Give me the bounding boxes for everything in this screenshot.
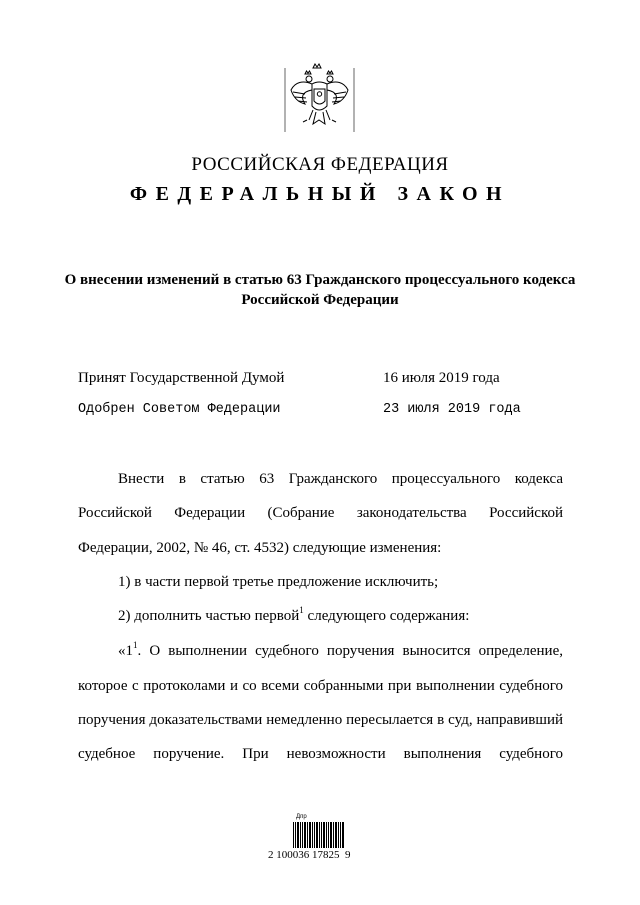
intro-line-1: Внести в статью 63 Гражданского процессуального кодекса bbox=[118, 471, 563, 487]
country-heading: РОССИЙСКАЯ ФЕДЕРАЦИЯ bbox=[191, 154, 449, 175]
law-subject-title: О внесении изменений в статью 63 Гражданского процессуального кодекса Российской Федерации bbox=[64, 272, 576, 308]
item-2-text-end: следующего содержания: bbox=[303, 608, 470, 624]
intro-line-3: Федерации, 2002, № 46, ст. 4532) следующие изменения: bbox=[78, 540, 442, 556]
law-type-heading: ФЕДЕРАЛЬНЫЙ ЗАКОН bbox=[129, 183, 511, 205]
quote-superscript: 1 bbox=[133, 640, 138, 650]
item-2-text: 2) дополнить частью первой bbox=[118, 608, 300, 624]
amendment-item-1: 1) в части первой третье предложение исключить; bbox=[118, 574, 439, 590]
adopted-by-duma-label: Принят Государственной Думой bbox=[78, 370, 285, 386]
amendment-item-2 bbox=[118, 605, 603, 625]
adopted-by-duma-date: 16 июля 2019 года bbox=[383, 370, 500, 386]
barcode-caption: Дпр bbox=[296, 814, 307, 820]
quote-line-2: которое с протоколами и со всеми собранными при выполнении судебного bbox=[78, 678, 563, 694]
approved-by-council-label: Одобрен Советом Федерации bbox=[78, 402, 281, 417]
barcode-image bbox=[293, 822, 345, 848]
quote-line-3: поручения доказательствами немедленно пересылается в суд, направивший bbox=[78, 712, 563, 728]
coat-of-arms-emblem bbox=[283, 62, 356, 134]
intro-line-2: Российской Федерации (Собрание законодательства Российской bbox=[78, 505, 563, 521]
quote-open: «1 bbox=[118, 643, 133, 659]
quote-line-1 bbox=[118, 640, 563, 660]
quote-line-4: судебное поручение. При невозможности выполнения судебного bbox=[78, 746, 563, 762]
item-2-superscript: 1 bbox=[299, 605, 304, 615]
approved-by-council-date: 23 июля 2019 года bbox=[383, 402, 521, 417]
barcode-number: 2 100036 17825 9 bbox=[268, 849, 351, 861]
quote-line-1-text: . О выполнении судебного поручения выносится определение, bbox=[137, 643, 563, 659]
